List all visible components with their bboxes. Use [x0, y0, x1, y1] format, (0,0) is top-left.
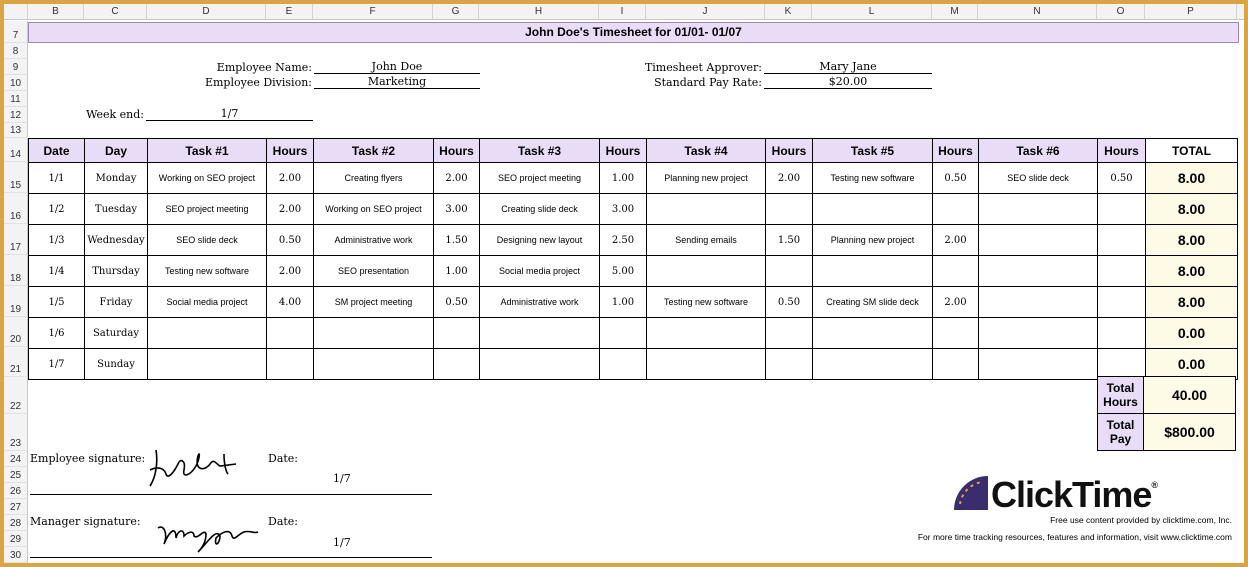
task-cell[interactable]: Social media project: [148, 287, 267, 318]
hours-cell[interactable]: [1098, 225, 1146, 256]
task-cell[interactable]: [314, 318, 434, 349]
day-total-cell[interactable]: 8.00: [1146, 194, 1238, 225]
day-cell[interactable]: Monday: [85, 163, 148, 194]
employee-name-label: Employee Name:: [216, 61, 312, 74]
row-header-16[interactable]: 16: [4, 193, 28, 224]
row-header-14[interactable]: 14: [4, 138, 28, 162]
date-cell[interactable]: 1/6: [29, 318, 85, 349]
day-total-cell[interactable]: 0.00: [1146, 349, 1238, 380]
row-header-22[interactable]: 22: [4, 377, 28, 414]
table-row: [29, 225, 1238, 256]
hours-cell[interactable]: 1.50: [766, 225, 813, 256]
task-cell[interactable]: [979, 287, 1098, 318]
header-date-0[interactable]: Date: [29, 139, 85, 163]
task-cell[interactable]: [647, 194, 766, 225]
hours-cell[interactable]: [1098, 256, 1146, 287]
column-header-o[interactable]: O: [1097, 4, 1145, 19]
day-total-cell[interactable]: 8.00: [1146, 256, 1238, 287]
hours-cell[interactable]: 0.50: [434, 287, 480, 318]
corner-cell[interactable]: [4, 4, 28, 19]
column-header-d[interactable]: D: [147, 4, 266, 19]
row-header-18[interactable]: 18: [4, 255, 28, 286]
task-cell[interactable]: [148, 318, 267, 349]
pay-rate-label: Standard Pay Rate:: [654, 76, 762, 89]
column-header-bar: [4, 4, 1244, 20]
timesheet-table: [28, 138, 1238, 380]
hours-cell[interactable]: 2.50: [600, 225, 647, 256]
employee-signature-label: Employee signature:: [30, 452, 146, 465]
week-end-label: Week end:: [86, 108, 144, 121]
manager-date-label: Date:: [268, 515, 299, 528]
clicktime-clock-icon: [952, 474, 992, 512]
table-row: [29, 318, 1238, 349]
table-row: [29, 287, 1238, 318]
task-cell[interactable]: [480, 349, 600, 380]
task-cell[interactable]: Testing new software: [148, 256, 267, 287]
hours-cell[interactable]: 4.00: [267, 287, 314, 318]
column-header-c[interactable]: C: [84, 4, 147, 19]
task-cell[interactable]: [979, 225, 1098, 256]
date-cell[interactable]: 1/2: [29, 194, 85, 225]
header-day-1[interactable]: Day: [85, 139, 148, 163]
row-header-26[interactable]: 26: [4, 483, 28, 499]
hours-cell[interactable]: [766, 194, 813, 225]
task-cell[interactable]: Designing new layout: [480, 225, 600, 256]
hours-cell[interactable]: [434, 318, 480, 349]
hours-cell[interactable]: 2.00: [933, 287, 979, 318]
task-cell[interactable]: [647, 349, 766, 380]
hours-cell[interactable]: [600, 318, 647, 349]
hours-cell[interactable]: [600, 349, 647, 380]
employee-name-field[interactable]: John Doe: [314, 60, 480, 74]
pay-rate-field[interactable]: $20.00: [764, 75, 932, 89]
hours-cell[interactable]: 2.00: [267, 256, 314, 287]
task-cell[interactable]: [979, 194, 1098, 225]
task-cell[interactable]: [647, 256, 766, 287]
column-header-p[interactable]: P: [1145, 4, 1237, 19]
manager-signature-label: Manager signature:: [30, 515, 141, 528]
task-cell[interactable]: [813, 349, 933, 380]
header-hours-11[interactable]: Hours: [933, 139, 979, 163]
hours-cell[interactable]: [267, 349, 314, 380]
employee-division-label: Employee Division:: [204, 76, 312, 89]
task-cell[interactable]: Testing new software: [813, 163, 933, 194]
header-hours-13[interactable]: Hours: [1098, 139, 1146, 163]
day-cell[interactable]: Saturday: [85, 318, 148, 349]
task-cell[interactable]: SEO project meeting: [480, 163, 600, 194]
manager-signature-line: [30, 557, 432, 558]
task-cell[interactable]: Administrative work: [480, 287, 600, 318]
row-header-11[interactable]: 11: [4, 91, 28, 107]
hours-cell[interactable]: 0.50: [766, 287, 813, 318]
header-task-4-8[interactable]: Task #4: [647, 139, 766, 163]
row-header-20[interactable]: 20: [4, 317, 28, 347]
task-cell[interactable]: Working on SEO project: [148, 163, 267, 194]
approver-field[interactable]: Mary Jane: [764, 60, 932, 74]
hours-cell[interactable]: [766, 256, 813, 287]
task-cell[interactable]: [647, 318, 766, 349]
hours-cell[interactable]: [933, 194, 979, 225]
hours-cell[interactable]: 3.00: [600, 194, 647, 225]
task-cell[interactable]: [813, 194, 933, 225]
summary-table: [1097, 376, 1236, 451]
header-task-3-6[interactable]: Task #3: [480, 139, 600, 163]
hours-cell[interactable]: [933, 256, 979, 287]
header-hours-9[interactable]: Hours: [766, 139, 813, 163]
row-header-28[interactable]: 28: [4, 515, 28, 531]
task-cell[interactable]: Working on SEO project: [314, 194, 434, 225]
hours-cell[interactable]: [434, 349, 480, 380]
column-header-i[interactable]: I: [599, 4, 646, 19]
approver-label: Timesheet Approver:: [644, 61, 762, 74]
task-cell[interactable]: [480, 318, 600, 349]
row-header-21[interactable]: 21: [4, 347, 28, 377]
day-cell[interactable]: Wednesday: [85, 225, 148, 256]
header-total-14[interactable]: TOTAL: [1146, 139, 1238, 163]
total-pay-label: Total Pay: [1098, 414, 1144, 451]
row-header-10[interactable]: 10: [4, 75, 28, 91]
header-hours-3[interactable]: Hours: [267, 139, 314, 163]
task-cell[interactable]: [813, 256, 933, 287]
column-header-f[interactable]: F: [313, 4, 433, 19]
hours-cell[interactable]: 0.50: [933, 163, 979, 194]
sheet-title[interactable]: John Doe's Timesheet for 01/01- 01/07: [28, 22, 1239, 43]
day-total-cell[interactable]: 8.00: [1146, 225, 1238, 256]
hours-cell[interactable]: [933, 349, 979, 380]
task-cell[interactable]: Creating slide deck: [480, 194, 600, 225]
row-header-12[interactable]: 12: [4, 107, 28, 123]
column-header-j[interactable]: J: [646, 4, 765, 19]
column-header-k[interactable]: K: [765, 4, 812, 19]
task-cell[interactable]: Administrative work: [314, 225, 434, 256]
employee-signature-image: [144, 442, 249, 492]
row-header-7[interactable]: 7: [4, 21, 28, 43]
column-header-m[interactable]: M: [932, 4, 978, 19]
column-header-e[interactable]: E: [266, 4, 313, 19]
task-cell[interactable]: Social media project: [480, 256, 600, 287]
row-header-9[interactable]: 9: [4, 59, 28, 75]
employee-date-value[interactable]: 1/7: [333, 472, 351, 485]
row-header-29[interactable]: 29: [4, 531, 28, 547]
footer-credit: Free use content provided by clicktime.com, Inc.: [1050, 515, 1232, 525]
date-cell[interactable]: 1/4: [29, 256, 85, 287]
task-cell[interactable]: SEO slide deck: [979, 163, 1098, 194]
day-total-cell[interactable]: 8.00: [1146, 287, 1238, 318]
employee-date-label: Date:: [268, 452, 299, 465]
task-cell[interactable]: Creating flyers: [314, 163, 434, 194]
hours-cell[interactable]: 0.50: [267, 225, 314, 256]
hours-cell[interactable]: [267, 318, 314, 349]
manager-date-value[interactable]: 1/7: [333, 536, 351, 549]
header-task-1-2[interactable]: Task #1: [148, 139, 267, 163]
table-row: [29, 194, 1238, 225]
task-cell[interactable]: [979, 256, 1098, 287]
row-header-15[interactable]: 15: [4, 162, 28, 193]
hours-cell[interactable]: 1.00: [600, 163, 647, 194]
task-cell[interactable]: [314, 349, 434, 380]
hours-cell[interactable]: 2.00: [766, 163, 813, 194]
task-cell[interactable]: SEO project meeting: [148, 194, 267, 225]
date-cell[interactable]: 1/3: [29, 225, 85, 256]
hours-cell[interactable]: [766, 318, 813, 349]
column-header-h[interactable]: H: [479, 4, 599, 19]
employee-signature-line: [30, 494, 432, 495]
task-cell[interactable]: [979, 349, 1098, 380]
hours-cell[interactable]: 5.00: [600, 256, 647, 287]
date-cell[interactable]: 1/7: [29, 349, 85, 380]
row-header-8[interactable]: 8: [4, 43, 28, 59]
row-header-17[interactable]: 17: [4, 224, 28, 255]
header-task-5-10[interactable]: Task #5: [813, 139, 933, 163]
hours-cell[interactable]: [1098, 318, 1146, 349]
day-cell[interactable]: Friday: [85, 287, 148, 318]
task-cell[interactable]: [979, 318, 1098, 349]
hours-cell[interactable]: 2.00: [267, 194, 314, 225]
task-cell[interactable]: [148, 349, 267, 380]
row-header-30[interactable]: 30: [4, 547, 28, 563]
task-cell[interactable]: Planning new project: [813, 225, 933, 256]
row-header-27[interactable]: 27: [4, 499, 28, 515]
hours-cell[interactable]: [1098, 194, 1146, 225]
header-task-6-12[interactable]: Task #6: [979, 139, 1098, 163]
column-header-n[interactable]: N: [978, 4, 1097, 19]
row-header-13[interactable]: 13: [4, 123, 28, 138]
table-header-row: [29, 139, 1238, 163]
hours-cell[interactable]: 2.00: [933, 225, 979, 256]
task-cell[interactable]: [813, 318, 933, 349]
total-hours-label: Total Hours: [1098, 377, 1144, 414]
task-cell[interactable]: Creating SM slide deck: [813, 287, 933, 318]
task-cell[interactable]: SEO presentation: [314, 256, 434, 287]
row-header-23[interactable]: 23: [4, 414, 28, 451]
hours-cell[interactable]: [1098, 349, 1146, 380]
header-hours-7[interactable]: Hours: [600, 139, 647, 163]
hours-cell[interactable]: 1.50: [434, 225, 480, 256]
date-cell[interactable]: 1/1: [29, 163, 85, 194]
hours-cell[interactable]: 3.00: [434, 194, 480, 225]
table-row: [29, 349, 1238, 380]
employee-division-field[interactable]: Marketing: [314, 75, 480, 89]
hours-cell[interactable]: 2.00: [267, 163, 314, 194]
date-cell[interactable]: 1/5: [29, 287, 85, 318]
row-header-25[interactable]: 25: [4, 467, 28, 483]
hours-cell[interactable]: 0.50: [1098, 163, 1146, 194]
header-hours-5[interactable]: Hours: [434, 139, 480, 163]
task-cell[interactable]: Planning new project: [647, 163, 766, 194]
hours-cell[interactable]: [766, 349, 813, 380]
hours-cell[interactable]: [1098, 287, 1146, 318]
task-cell[interactable]: SEO slide deck: [148, 225, 267, 256]
row-header-19[interactable]: 19: [4, 286, 28, 317]
total-pay-value[interactable]: $800.00: [1144, 414, 1236, 451]
column-header-l[interactable]: L: [812, 4, 932, 19]
column-header-g[interactable]: G: [433, 4, 479, 19]
day-cell[interactable]: Tuesday: [85, 194, 148, 225]
hours-cell[interactable]: 2.00: [434, 163, 480, 194]
task-cell[interactable]: Sending emails: [647, 225, 766, 256]
clicktime-logo: ClickTime®: [991, 474, 1158, 515]
day-total-cell[interactable]: 0.00: [1146, 318, 1238, 349]
table-row: [29, 256, 1238, 287]
table-row: [29, 163, 1238, 194]
task-cell[interactable]: Testing new software: [647, 287, 766, 318]
total-hours-value[interactable]: 40.00: [1144, 377, 1236, 414]
column-header-b[interactable]: B: [28, 4, 84, 19]
footer-info: For more time tracking resources, features and information, visit www.clicktime.com: [917, 532, 1232, 542]
manager-signature-image: [154, 514, 264, 554]
task-cell[interactable]: SM project meeting: [314, 287, 434, 318]
day-cell[interactable]: Thursday: [85, 256, 148, 287]
day-total-cell[interactable]: 8.00: [1146, 163, 1238, 194]
day-cell[interactable]: Sunday: [85, 349, 148, 380]
week-end-field[interactable]: 1/7: [146, 107, 313, 121]
row-header-24[interactable]: 24: [4, 451, 28, 467]
header-task-2-4[interactable]: Task #2: [314, 139, 434, 163]
hours-cell[interactable]: [933, 318, 979, 349]
hours-cell[interactable]: 1.00: [600, 287, 647, 318]
hours-cell[interactable]: 1.00: [434, 256, 480, 287]
